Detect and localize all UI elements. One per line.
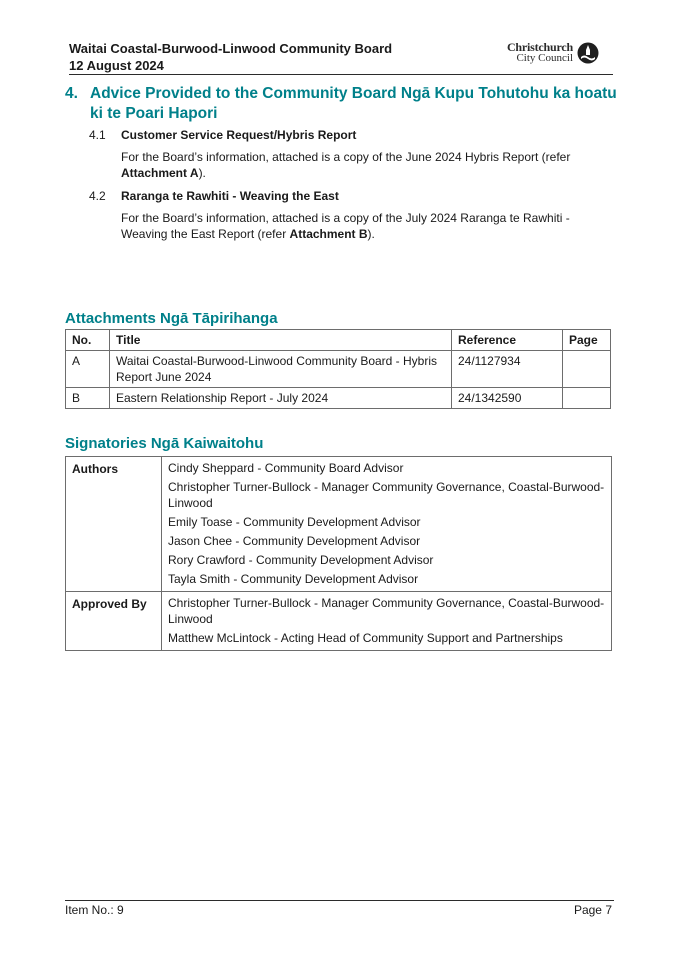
attachments-table bbox=[65, 329, 611, 409]
cathedral-icon bbox=[577, 42, 599, 64]
cell-reference: 24/1342590 bbox=[452, 388, 563, 409]
cell-page bbox=[563, 388, 611, 409]
attachment-ref: Attachment A bbox=[121, 166, 199, 180]
attachments-heading: Attachments Ngā Tāpirihanga bbox=[65, 310, 278, 327]
page-number: Page 7 bbox=[573, 903, 612, 917]
subsection-title: Raranga te Rawhiti - Weaving the East bbox=[121, 189, 339, 203]
table-row bbox=[66, 592, 612, 651]
subsection-text: For the Board’s information, attached is a copy of the July 2024 Raranga te Rawhiti - Weaving the East Report (refer Attachment B). bbox=[121, 211, 570, 241]
table-header-row bbox=[66, 330, 611, 351]
board-name: Waitai Coastal-Burwood-Linwood Community Board bbox=[69, 41, 393, 56]
column-header: Page bbox=[563, 330, 611, 351]
subsection-number: 4.1 bbox=[89, 128, 106, 142]
authors-label: Authors bbox=[66, 457, 162, 592]
council-logo bbox=[507, 42, 599, 64]
meeting-date: 12 August 2024 bbox=[69, 58, 164, 73]
column-header: No. bbox=[66, 330, 110, 351]
table-row bbox=[66, 388, 611, 409]
authors-list bbox=[162, 457, 612, 592]
approvers-list bbox=[162, 592, 612, 651]
page-header bbox=[69, 41, 613, 75]
subsection-text: For the Board’s information, attached is a copy of the June 2024 Hybris Report (refer Attachment A). bbox=[121, 150, 571, 180]
logo-line-2: City Council bbox=[516, 52, 573, 64]
cell-page bbox=[563, 351, 611, 388]
author-name: Christopher Turner-Bullock - Manager Community Governance, Coastal-Burwood-Linwood bbox=[168, 480, 605, 510]
author-name: Emily Toase - Community Development Advisor bbox=[168, 515, 421, 529]
section-heading: Advice Provided to the Community Board Ngā Kupu Tohutohu ka hoatu ki te Poari Hapori bbox=[90, 85, 617, 122]
column-header: Title bbox=[110, 330, 452, 351]
approved-label: Approved By bbox=[66, 592, 162, 651]
cell-reference: 24/1127934 bbox=[452, 351, 563, 388]
author-name: Jason Chee - Community Development Advisor bbox=[168, 534, 421, 548]
logo-line-1: Christchurch bbox=[506, 40, 573, 54]
author-name: Rory Crawford - Community Development Advisor bbox=[168, 553, 434, 567]
column-header: Reference bbox=[452, 330, 563, 351]
subsection-number: 4.2 bbox=[89, 189, 106, 203]
page-footer bbox=[65, 900, 614, 917]
approver-name: Christopher Turner-Bullock - Manager Community Governance, Coastal-Burwood-Linwood bbox=[168, 596, 605, 626]
signatories-table bbox=[65, 456, 612, 651]
attachment-ref: Attachment B bbox=[289, 227, 368, 241]
table-row bbox=[66, 457, 612, 592]
approver-name: Matthew McLintock - Acting Head of Community Support and Partnerships bbox=[168, 631, 563, 645]
subsection-title: Customer Service Request/Hybris Report bbox=[121, 128, 357, 142]
author-name: Cindy Sheppard - Community Board Advisor bbox=[168, 461, 404, 475]
cell-no: B bbox=[66, 388, 110, 409]
author-name: Tayla Smith - Community Development Advisor bbox=[168, 572, 419, 586]
table-row bbox=[66, 351, 611, 388]
cell-title: Waitai Coastal-Burwood-Linwood Community Board - Hybris Report June 2024 bbox=[110, 351, 452, 388]
signatories-heading: Signatories Ngā Kaiwaitohu bbox=[65, 435, 264, 452]
section-number: 4. bbox=[65, 85, 78, 102]
cell-no: A bbox=[66, 351, 110, 388]
cell-title: Eastern Relationship Report - July 2024 bbox=[110, 388, 452, 409]
item-number: Item No.: 9 bbox=[65, 903, 124, 917]
